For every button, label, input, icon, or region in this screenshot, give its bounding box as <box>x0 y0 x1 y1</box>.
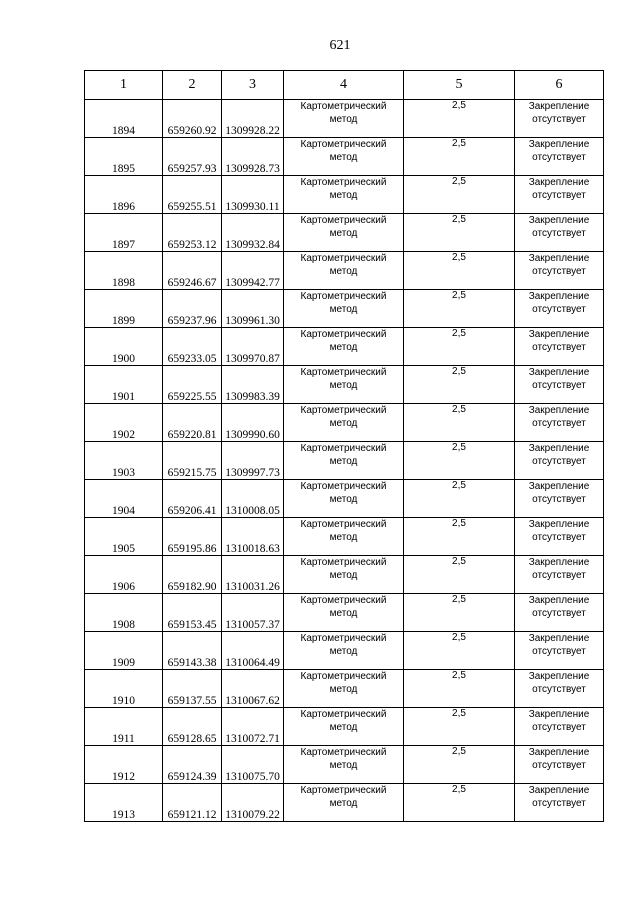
table-row <box>85 328 604 366</box>
fixation-line-1: Закрепление <box>528 253 590 264</box>
fixation-line-1: Закрепление <box>528 291 590 302</box>
method-line-1: Картометрический <box>300 747 387 758</box>
y-coordinate-cell: 1310075.70 <box>222 746 284 784</box>
point-number-cell: 1908 <box>85 594 163 632</box>
accuracy-cell: 2,5 <box>404 100 515 138</box>
fixation-line-2: отсутствует <box>532 646 586 657</box>
method-line-1: Картометрический <box>300 329 387 340</box>
table-row <box>85 518 604 556</box>
table-row <box>85 670 604 708</box>
method-line-2: метод <box>329 798 358 809</box>
accuracy-cell: 2,5 <box>404 746 515 784</box>
fixation-line-2: отсутствует <box>532 114 586 125</box>
method-line-1: Картометрический <box>300 291 387 302</box>
point-number-cell: 1902 <box>85 404 163 442</box>
y-coordinate-cell: 1309928.22 <box>222 100 284 138</box>
table-row <box>85 100 604 138</box>
y-coordinate-cell: 1310008.05 <box>222 480 284 518</box>
fixation-line-1: Закрепление <box>528 785 590 796</box>
fixation-cell <box>515 556 604 594</box>
y-coordinate-cell: 1310072.71 <box>222 708 284 746</box>
y-coordinate-cell: 1310031.26 <box>222 556 284 594</box>
point-number-cell: 1894 <box>85 100 163 138</box>
x-coordinate-cell: 659233.05 <box>163 328 222 366</box>
y-coordinate-cell: 1310057.37 <box>222 594 284 632</box>
x-coordinate-cell: 659246.67 <box>163 252 222 290</box>
fixation-line-1: Закрепление <box>528 405 590 416</box>
fixation-line-1: Закрепление <box>528 101 590 112</box>
fixation-line-1: Закрепление <box>528 747 590 758</box>
point-number-cell: 1900 <box>85 328 163 366</box>
y-coordinate-cell: 1309990.60 <box>222 404 284 442</box>
fixation-line-1: Закрепление <box>528 215 590 226</box>
y-coordinate-cell: 1310067.62 <box>222 670 284 708</box>
accuracy-cell: 2,5 <box>404 404 515 442</box>
method-line-2: метод <box>329 760 358 771</box>
method-line-1: Картометрический <box>300 633 387 644</box>
method-cell <box>284 138 404 176</box>
method-line-1: Картометрический <box>300 519 387 530</box>
fixation-cell <box>515 404 604 442</box>
y-coordinate-cell: 1309930.11 <box>222 176 284 214</box>
method-line-2: метод <box>329 342 358 353</box>
method-line-1: Картометрический <box>300 785 387 796</box>
point-number-cell: 1899 <box>85 290 163 328</box>
point-number-cell: 1903 <box>85 442 163 480</box>
point-number-cell: 1901 <box>85 366 163 404</box>
method-cell <box>284 366 404 404</box>
point-number-cell: 1906 <box>85 556 163 594</box>
method-line-1: Картометрический <box>300 215 387 226</box>
fixation-cell <box>515 138 604 176</box>
method-line-2: метод <box>329 418 358 429</box>
accuracy-cell: 2,5 <box>404 252 515 290</box>
method-cell <box>284 632 404 670</box>
column-header-4: 4 <box>284 71 404 100</box>
column-header-3: 3 <box>222 71 284 100</box>
method-cell <box>284 214 404 252</box>
table-row <box>85 290 604 328</box>
method-line-2: метод <box>329 190 358 201</box>
accuracy-cell: 2,5 <box>404 442 515 480</box>
fixation-line-2: отсутствует <box>532 798 586 809</box>
fixation-cell <box>515 632 604 670</box>
method-cell <box>284 708 404 746</box>
table-row <box>85 442 604 480</box>
x-coordinate-cell: 659195.86 <box>163 518 222 556</box>
page-number: 621 <box>329 38 351 53</box>
method-line-1: Картометрический <box>300 253 387 264</box>
table-row <box>85 746 604 784</box>
fixation-line-2: отсутствует <box>532 190 586 201</box>
table-row <box>85 556 604 594</box>
point-number-cell: 1898 <box>85 252 163 290</box>
accuracy-cell: 2,5 <box>404 670 515 708</box>
fixation-line-1: Закрепление <box>528 139 590 150</box>
y-coordinate-cell: 1309970.87 <box>222 328 284 366</box>
method-line-2: метод <box>329 456 358 467</box>
method-line-1: Картометрический <box>300 177 387 188</box>
table-header-row <box>85 71 604 100</box>
method-cell <box>284 328 404 366</box>
point-number-cell: 1913 <box>85 784 163 822</box>
method-line-2: метод <box>329 152 358 163</box>
x-coordinate-cell: 659225.55 <box>163 366 222 404</box>
method-line-1: Картометрический <box>300 671 387 682</box>
fixation-line-1: Закрепление <box>528 443 590 454</box>
accuracy-cell: 2,5 <box>404 138 515 176</box>
fixation-line-2: отсутствует <box>532 342 586 353</box>
point-number-cell: 1909 <box>85 632 163 670</box>
fixation-cell <box>515 214 604 252</box>
fixation-cell <box>515 176 604 214</box>
method-line-2: метод <box>329 228 358 239</box>
fixation-line-1: Закрепление <box>528 595 590 606</box>
fixation-line-1: Закрепление <box>528 557 590 568</box>
method-line-1: Картометрический <box>300 367 387 378</box>
method-line-1: Картометрический <box>300 405 387 416</box>
method-cell <box>284 518 404 556</box>
fixation-line-1: Закрепление <box>528 177 590 188</box>
fixation-cell <box>515 746 604 784</box>
y-coordinate-cell: 1310018.63 <box>222 518 284 556</box>
fixation-cell <box>515 252 604 290</box>
x-coordinate-cell: 659253.12 <box>163 214 222 252</box>
fixation-cell <box>515 670 604 708</box>
y-coordinate-cell: 1310064.49 <box>222 632 284 670</box>
table-row <box>85 366 604 404</box>
method-line-2: метод <box>329 494 358 505</box>
x-coordinate-cell: 659215.75 <box>163 442 222 480</box>
method-cell <box>284 100 404 138</box>
accuracy-cell: 2,5 <box>404 556 515 594</box>
table-row <box>85 252 604 290</box>
method-line-2: метод <box>329 608 358 619</box>
method-line-1: Картометрический <box>300 443 387 454</box>
method-line-1: Картометрический <box>300 139 387 150</box>
table-row <box>85 632 604 670</box>
point-number-cell: 1912 <box>85 746 163 784</box>
accuracy-cell: 2,5 <box>404 632 515 670</box>
point-number-cell: 1905 <box>85 518 163 556</box>
x-coordinate-cell: 659124.39 <box>163 746 222 784</box>
method-cell <box>284 252 404 290</box>
method-cell <box>284 594 404 632</box>
fixation-line-2: отсутствует <box>532 266 586 277</box>
method-cell <box>284 480 404 518</box>
method-cell <box>284 176 404 214</box>
x-coordinate-cell: 659137.55 <box>163 670 222 708</box>
fixation-line-2: отсутствует <box>532 760 586 771</box>
accuracy-cell: 2,5 <box>404 290 515 328</box>
method-cell <box>284 442 404 480</box>
table-row <box>85 176 604 214</box>
method-line-1: Картометрический <box>300 101 387 112</box>
table-row <box>85 480 604 518</box>
method-cell <box>284 746 404 784</box>
method-line-2: метод <box>329 684 358 695</box>
method-line-2: метод <box>329 266 358 277</box>
method-line-2: метод <box>329 722 358 733</box>
table-row <box>85 138 604 176</box>
method-line-2: метод <box>329 304 358 315</box>
accuracy-cell: 2,5 <box>404 518 515 556</box>
table-row <box>85 404 604 442</box>
method-line-2: метод <box>329 380 358 391</box>
method-cell <box>284 290 404 328</box>
fixation-line-1: Закрепление <box>528 709 590 720</box>
x-coordinate-cell: 659143.38 <box>163 632 222 670</box>
point-number-cell: 1904 <box>85 480 163 518</box>
y-coordinate-cell: 1309961.30 <box>222 290 284 328</box>
method-line-2: метод <box>329 570 358 581</box>
x-coordinate-cell: 659237.96 <box>163 290 222 328</box>
method-cell <box>284 404 404 442</box>
column-header-6: 6 <box>515 71 604 100</box>
fixation-cell <box>515 328 604 366</box>
y-coordinate-cell: 1310079.22 <box>222 784 284 822</box>
method-line-1: Картометрический <box>300 481 387 492</box>
y-coordinate-cell: 1309928.73 <box>222 138 284 176</box>
x-coordinate-cell: 659182.90 <box>163 556 222 594</box>
fixation-cell <box>515 518 604 556</box>
fixation-cell <box>515 442 604 480</box>
fixation-line-2: отсутствует <box>532 684 586 695</box>
x-coordinate-cell: 659260.92 <box>163 100 222 138</box>
point-number-cell: 1896 <box>85 176 163 214</box>
fixation-line-2: отсутствует <box>532 304 586 315</box>
method-line-1: Картометрический <box>300 595 387 606</box>
point-number-cell: 1897 <box>85 214 163 252</box>
fixation-line-2: отсутствует <box>532 722 586 733</box>
fixation-line-2: отсутствует <box>532 228 586 239</box>
accuracy-cell: 2,5 <box>404 708 515 746</box>
point-number-cell: 1911 <box>85 708 163 746</box>
fixation-line-2: отсутствует <box>532 532 586 543</box>
fixation-cell <box>515 594 604 632</box>
fixation-line-1: Закрепление <box>528 329 590 340</box>
fixation-line-2: отсутствует <box>532 418 586 429</box>
point-number-cell: 1895 <box>85 138 163 176</box>
fixation-line-2: отсутствует <box>532 494 586 505</box>
method-line-2: метод <box>329 114 358 125</box>
y-coordinate-cell: 1309997.73 <box>222 442 284 480</box>
accuracy-cell: 2,5 <box>404 366 515 404</box>
x-coordinate-cell: 659206.41 <box>163 480 222 518</box>
table-row <box>85 708 604 746</box>
fixation-line-1: Закрепление <box>528 481 590 492</box>
method-line-2: метод <box>329 532 358 543</box>
column-header-2: 2 <box>163 71 222 100</box>
y-coordinate-cell: 1309942.77 <box>222 252 284 290</box>
method-line-2: метод <box>329 646 358 657</box>
accuracy-cell: 2,5 <box>404 480 515 518</box>
accuracy-cell: 2,5 <box>404 176 515 214</box>
x-coordinate-cell: 659128.65 <box>163 708 222 746</box>
x-coordinate-cell: 659255.51 <box>163 176 222 214</box>
table-row <box>85 784 604 822</box>
method-cell <box>284 556 404 594</box>
x-coordinate-cell: 659121.12 <box>163 784 222 822</box>
column-header-1: 1 <box>85 71 163 100</box>
accuracy-cell: 2,5 <box>404 214 515 252</box>
fixation-line-1: Закрепление <box>528 519 590 530</box>
method-line-1: Картометрический <box>300 557 387 568</box>
method-cell <box>284 784 404 822</box>
accuracy-cell: 2,5 <box>404 784 515 822</box>
fixation-line-2: отсутствует <box>532 152 586 163</box>
fixation-cell <box>515 290 604 328</box>
fixation-line-2: отсутствует <box>532 570 586 581</box>
fixation-cell <box>515 708 604 746</box>
fixation-cell <box>515 100 604 138</box>
coordinates-table <box>84 70 604 822</box>
method-line-1: Картометрический <box>300 709 387 720</box>
fixation-line-2: отсутствует <box>532 380 586 391</box>
table-row <box>85 214 604 252</box>
y-coordinate-cell: 1309932.84 <box>222 214 284 252</box>
fixation-cell <box>515 366 604 404</box>
accuracy-cell: 2,5 <box>404 328 515 366</box>
method-cell <box>284 670 404 708</box>
fixation-cell <box>515 784 604 822</box>
y-coordinate-cell: 1309983.39 <box>222 366 284 404</box>
fixation-line-1: Закрепление <box>528 367 590 378</box>
table-row <box>85 594 604 632</box>
fixation-cell <box>515 480 604 518</box>
fixation-line-1: Закрепление <box>528 671 590 682</box>
fixation-line-2: отсутствует <box>532 608 586 619</box>
fixation-line-1: Закрепление <box>528 633 590 644</box>
x-coordinate-cell: 659220.81 <box>163 404 222 442</box>
table-body <box>85 100 604 822</box>
x-coordinate-cell: 659153.45 <box>163 594 222 632</box>
accuracy-cell: 2,5 <box>404 594 515 632</box>
x-coordinate-cell: 659257.93 <box>163 138 222 176</box>
point-number-cell: 1910 <box>85 670 163 708</box>
fixation-line-2: отсутствует <box>532 456 586 467</box>
column-header-5: 5 <box>404 71 515 100</box>
